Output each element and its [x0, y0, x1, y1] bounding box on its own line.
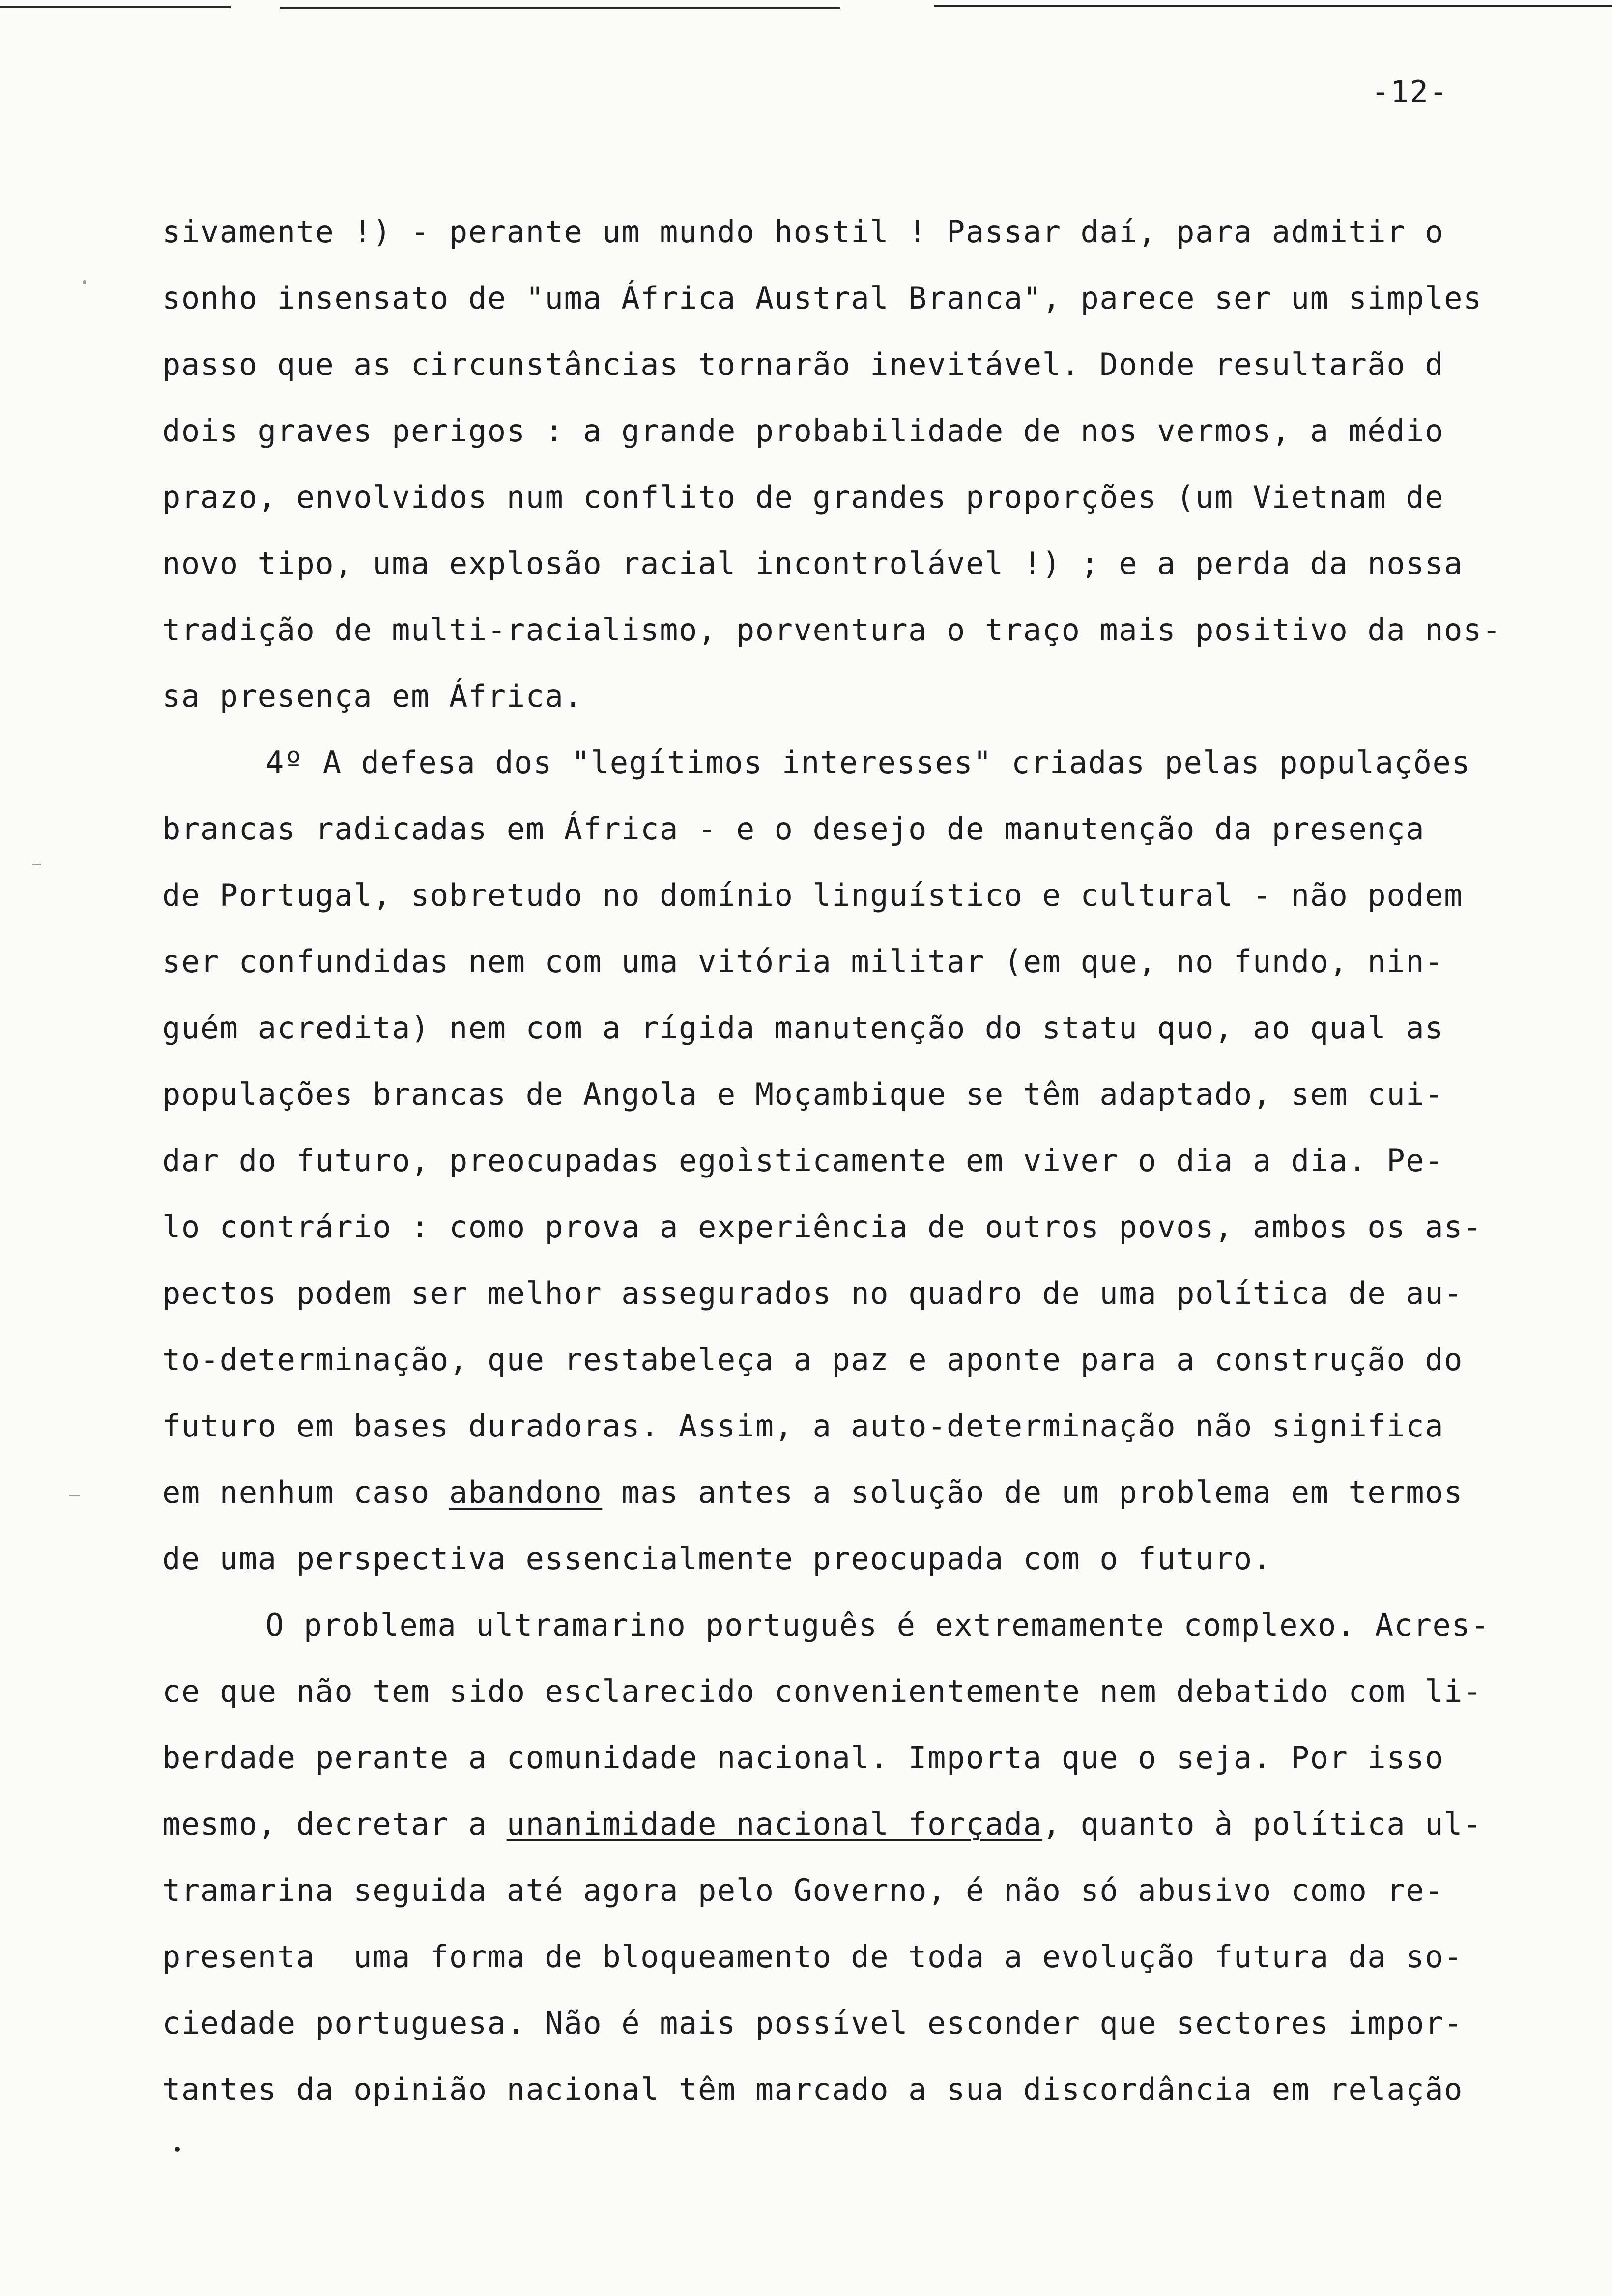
text-line: tantes da opinião nacional têm marcado a sua discordância em relação: [162, 2071, 1464, 2107]
text-line: ce que não tem sido esclarecido convenientemente nem debatido com li-: [162, 1673, 1482, 1709]
text-line: de uma perspectiva essencialmente preocupada com o futuro.: [162, 1541, 1272, 1577]
scan-top-rule-left: [0, 6, 231, 8]
text-line: [162, 1473, 1463, 1512]
text-line: pectos podem ser melhor assegurados no quadro de uma política de au-: [162, 1275, 1464, 1311]
text-line: ciedade portuguesa. Não é mais possível esconder que sectores impor-: [162, 2005, 1464, 2041]
text-segment: mas antes a solução de um problema em termos: [602, 1474, 1464, 1510]
scan-top-rule-middle: [280, 7, 840, 9]
text-line: prazo, envolvidos num conflito de grandes proporções (um Vietnam de: [162, 479, 1444, 515]
text-line: tradição de multi-racialismo, porventura o traço mais positivo da nos-: [162, 612, 1501, 648]
text-segment: mesmo, decretar a: [162, 1806, 507, 1842]
text-line: lo contrário : como prova a experiência de outros povos, ambos os as-: [162, 1209, 1482, 1245]
text-line: passo que as circunstâncias tornarão inevitável. Donde resultarão d: [162, 346, 1444, 382]
margin-mark-3: [69, 1495, 80, 1496]
text-segment: , quanto à política ul-: [1042, 1806, 1482, 1842]
scan-top-rule-right: [934, 5, 1612, 7]
text-line: berdade perante a comunidade nacional. Importa que o seja. Por isso: [162, 1740, 1444, 1776]
text-segment: em nenhum caso: [162, 1474, 449, 1510]
text-line: [162, 1805, 1482, 1844]
text-line: presenta uma forma de bloqueamento de toda a evolução futura da so-: [162, 1939, 1464, 1975]
underlined-phrase: abandono: [449, 1474, 603, 1510]
ink-dot: [175, 2147, 180, 2152]
text-line: ser confundidas nem com uma vitória militar (em que, no fundo, nin-: [162, 944, 1444, 979]
text-line: futuro em bases duradoras. Assim, a auto-determinação não significa: [162, 1408, 1444, 1444]
text-line: O problema ultramarino português é extremamente complexo. Acres-: [265, 1607, 1490, 1643]
page-number: -12-: [1371, 74, 1449, 110]
text-line: sivamente !) - perante um mundo hostil ! Passar daí, para admitir o: [162, 214, 1444, 250]
margin-mark-2: [32, 864, 41, 865]
text-line: tramarina seguida até agora pelo Governo, é não só abusivo como re-: [162, 1872, 1444, 1908]
text-line: populações brancas de Angola e Moçambique se têm adaptado, sem cui-: [162, 1076, 1444, 1112]
text-line: de Portugal, sobretudo no domínio linguístico e cultural - não podem: [162, 877, 1464, 913]
underlined-phrase: unanimidade nacional forçada: [506, 1806, 1042, 1842]
text-line: dois graves perigos : a grande probabilidade de nos vermos, a médio: [162, 413, 1444, 449]
text-line: 4º A defesa dos "legítimos interesses" criadas pelas populações: [265, 745, 1471, 780]
text-line: guém acredita) nem com a rígida manutenção do statu quo, ao qual as: [162, 1010, 1444, 1046]
text-line: brancas radicadas em África - e o desejo de manutenção da presença: [162, 811, 1425, 847]
text-line: sonho insensato de "uma África Austral Branca", parece ser um simples: [162, 280, 1482, 316]
text-line: novo tipo, uma explosão racial incontrolável !) ; e a perda da nossa: [162, 545, 1464, 581]
margin-mark-1: [83, 280, 86, 284]
text-line: dar do futuro, preocupadas egoìsticamente em viver o dia a dia. Pe-: [162, 1143, 1444, 1178]
text-line: sa presença em África.: [162, 678, 583, 714]
text-line: to-determinação, que restabeleça a paz e aponte para a construção do: [162, 1342, 1464, 1378]
